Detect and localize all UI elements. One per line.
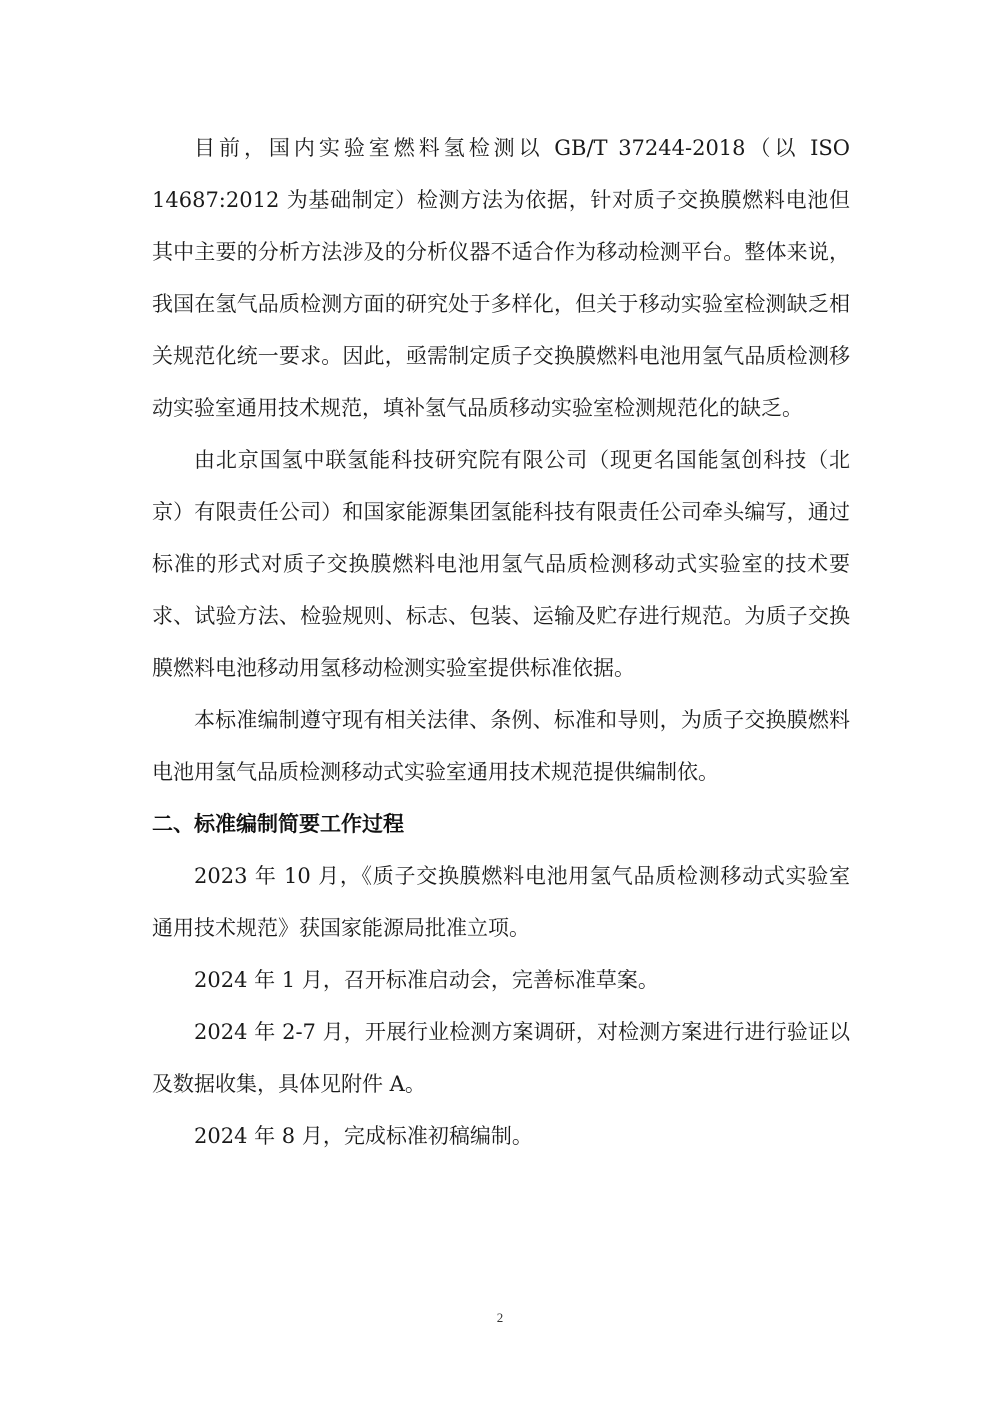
timeline-item-2023-10: 2023 年 10 月，《质子交换膜燃料电池用氢气品质检测移动式实验室通用技术规范》获国家能源局批准立项。 [152,864,850,940]
timeline-item-2024-08: 2024 年 8 月，完成标准初稿编制。 [194,1124,533,1148]
paragraph-compliance: 本标准编制遵守现有相关法律、条例、标准和导则，为质子交换膜燃料电池用氢气品质检测移动式实验室通用技术规范提供编制依。 [152,708,850,784]
paragraph-domestic-testing: 目前，国内实验室燃料氢检测以 GB/T 37244-2018（以 ISO 14687:2012 为基础制定）检测方法为依据，针对质子交换膜燃料电池但其中主要的分析方法涉及的分析仪器不适合作为移动检测平台。整体来说，我国在氢气品质检测方面的研究处于多样化，但关于移动实验室检测缺乏相关规范化统一要求。因此，亟需制定质子交换膜燃料电池用氢气品质检测移动实验室通用技术规范，填补氢气品质移动实验室检测规范化的缺乏。 [152,136,850,420]
timeline-item-2024-01: 2024 年 1 月，召开标准启动会，完善标准草案。 [194,968,659,992]
section-heading: 二、标准编制简要工作过程 [152,812,404,836]
page-number: 2 [496,1310,504,1325]
timeline-item-2024-02-07: 2024 年 2-7 月，开展行业检测方案调研，对检测方案进行进行验证以及数据收集，具体见附件 A。 [152,1020,850,1096]
document-body [152,122,850,1162]
paragraph-drafting-units: 由北京国氢中联氢能科技研究院有限公司（现更名国能氢创科技（北京）有限责任公司）和国家能源集团氢能科技有限责任公司牵头编写，通过标准的形式对质子交换膜燃料电池用氢气品质检测移动式实验室的技术要求、试验方法、检验规则、标志、包装、运输及贮存进行规范。为质子交换膜燃料电池移动用氢移动检测实验室提供标准依据。 [152,448,850,680]
